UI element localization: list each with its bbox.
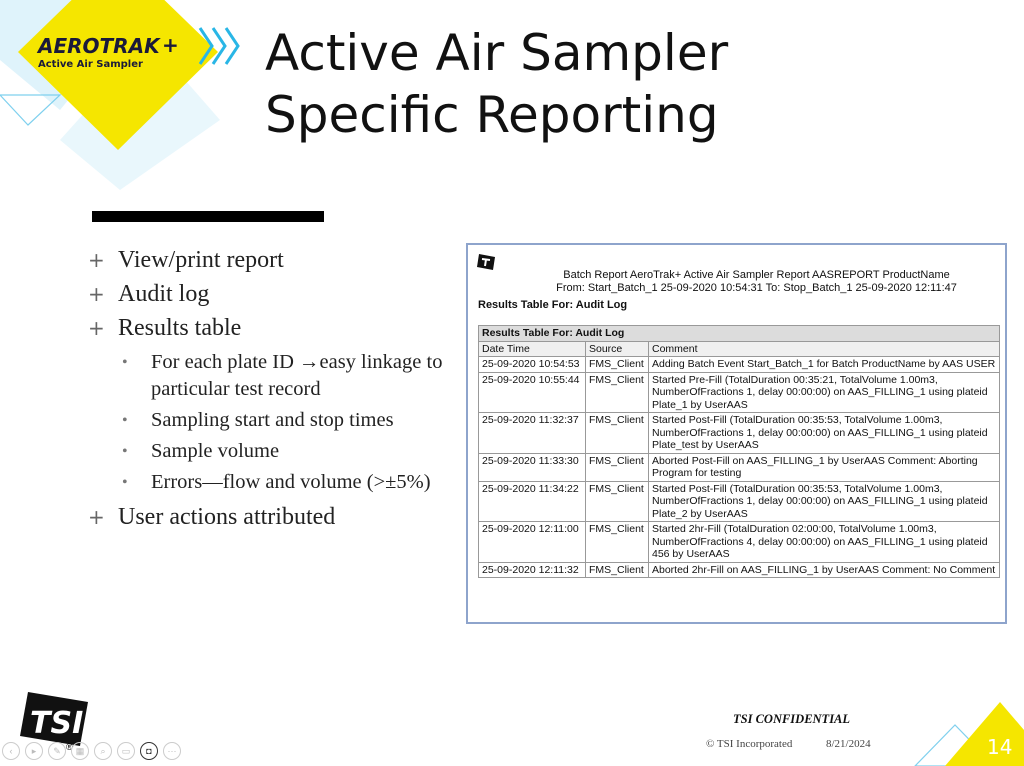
back-icon[interactable]: ‹	[2, 742, 20, 760]
cell-datetime: 25-09-2020 11:33:30	[479, 453, 586, 481]
sub-bullet-item	[88, 349, 458, 403]
cell-source: FMS_Client	[586, 372, 649, 413]
cell-datetime: 25-09-2020 11:32:37	[479, 413, 586, 454]
subtitles-icon[interactable]: ▭	[117, 742, 135, 760]
brand-logo-plus: +	[162, 33, 179, 57]
presentation-controls	[2, 742, 186, 764]
sub-bullet-text: Errors—flow and volume (>±5%)	[151, 471, 431, 493]
cell-source: FMS_Client	[586, 357, 649, 373]
cell-datetime: 25-09-2020 10:55:44	[479, 372, 586, 413]
column-header: Comment	[649, 341, 1000, 357]
copyright-text: © TSI Incorporated	[706, 738, 793, 750]
report-header-line-2: From: Start_Batch_1 25-09-2020 10:54:31 To: Stop_Batch_1 25-09-2020 12:11:47	[556, 282, 957, 294]
tsi-logo-text: TSI	[30, 706, 84, 741]
cell-datetime: 25-09-2020 10:54:53	[479, 357, 586, 373]
bullet-text: Results table	[118, 315, 242, 341]
plus-bullet-icon: +	[88, 282, 105, 306]
slide-title	[265, 22, 728, 146]
cell-comment: Started 2hr-Fill (TotalDuration 02:00:00, TotalVolume 1.00m3, NumberOfFractions 4, delay 00:00:00) on AAS_FILLING_1 using plateid 456 by UserAAS	[649, 522, 1000, 563]
more-icon[interactable]: ···	[163, 742, 181, 760]
title-underline-bar	[92, 211, 324, 222]
cell-comment: Aborted Post-Fill on AAS_FILLING_1 by UserAAS Comment: Aborting Program for testing	[649, 453, 1000, 481]
table-row	[479, 453, 1000, 481]
brand-logo-subtitle: Active Air Sampler	[38, 59, 143, 70]
play-icon[interactable]: ▸	[25, 742, 43, 760]
slide-title-line-2: Specific Reporting	[265, 86, 719, 144]
cell-comment: Started Pre-Fill (TotalDuration 00:35:21, TotalVolume 1.00m3, NumberOfFractions 1, delay 00:00:00) on AAS_FILLING_1 using plateid Plate_1 by UserAAS	[649, 372, 1000, 413]
pen-icon[interactable]: ✎	[48, 742, 66, 760]
bullet-text: Audit log	[118, 281, 210, 307]
footer-date: 8/21/2024	[826, 738, 871, 750]
bullet-list	[88, 243, 458, 534]
table-row	[479, 481, 1000, 522]
brand-logo-word: AEROTRAK	[38, 34, 160, 58]
sub-bullet-text: Sample volume	[151, 440, 280, 462]
cell-comment: Adding Batch Event Start_Batch_1 for Batch ProductName by AAS USER	[649, 357, 1000, 373]
cell-source: FMS_Client	[586, 453, 649, 481]
brand-decoration	[0, 0, 270, 200]
slide-title-line-1: Active Air Sampler	[265, 24, 729, 82]
sub-bullet-text: For each plate ID →easy linkage to particular test record	[151, 351, 443, 400]
cell-comment: Aborted 2hr-Fill on AAS_FILLING_1 by UserAAS Comment: No Comment	[649, 562, 1000, 578]
table-row	[479, 522, 1000, 563]
confidential-label: TSI CONFIDENTIAL	[733, 712, 851, 726]
dot-bullet-icon: •	[122, 354, 128, 371]
cell-comment: Started Post-Fill (TotalDuration 00:35:53, TotalVolume 1.00m3, NumberOfFractions 1, delay 00:00:00) on AAS_FILLING_1 using plateid Plate_2 by UserAAS	[649, 481, 1000, 522]
audit-log-table	[478, 325, 1000, 578]
registered-mark: ®	[66, 742, 73, 752]
zoom-icon[interactable]: ⌕	[94, 742, 112, 760]
cell-source: FMS_Client	[586, 562, 649, 578]
cell-source: FMS_Client	[586, 413, 649, 454]
cell-source: FMS_Client	[586, 481, 649, 522]
column-header: Source	[586, 341, 649, 357]
bullet-text: View/print report	[118, 247, 284, 273]
dot-bullet-icon: •	[122, 474, 128, 491]
table-caption: Results Table For: Audit Log	[479, 326, 1000, 342]
report-section-title: Results Table For: Audit Log	[478, 299, 628, 311]
cell-source: FMS_Client	[586, 522, 649, 563]
cell-datetime: 25-09-2020 12:11:32	[479, 562, 586, 578]
cell-datetime: 25-09-2020 12:11:00	[479, 522, 586, 563]
bullet-item	[88, 243, 458, 277]
bullet-text: User actions attributed	[118, 504, 336, 530]
camera-icon[interactable]: ◘	[140, 742, 158, 760]
sub-bullet-item	[88, 438, 458, 465]
table-row	[479, 357, 1000, 373]
dot-bullet-icon: •	[122, 443, 128, 460]
table-row	[479, 372, 1000, 413]
column-header: Date Time	[479, 341, 586, 357]
table-row	[479, 413, 1000, 454]
page-number: 14	[987, 735, 1013, 759]
cell-datetime: 25-09-2020 11:34:22	[479, 481, 586, 522]
tsi-logo	[18, 688, 90, 750]
sub-bullet-item	[88, 469, 458, 496]
report-header-line-1: Batch Report AeroTrak+ Active Air Sampler Report AASREPORT ProductName	[563, 269, 950, 281]
sub-bullet-text: Sampling start and stop times	[151, 409, 394, 431]
plus-bullet-icon: +	[88, 316, 105, 340]
dot-bullet-icon: •	[122, 412, 128, 429]
table-header-row	[479, 341, 1000, 357]
bullet-item	[88, 311, 458, 345]
table-row	[479, 562, 1000, 578]
slides-icon[interactable]: ▦	[71, 742, 89, 760]
bullet-item	[88, 277, 458, 311]
cell-comment: Started Post-Fill (TotalDuration 00:35:53, TotalVolume 1.00m3, NumberOfFractions 1, delay 00:00:00) on AAS_FILLING_1 using plateid Plate_test by UserAAS	[649, 413, 1000, 454]
batch-report-image	[466, 243, 1007, 624]
plus-bullet-icon: +	[88, 248, 105, 272]
bullet-item	[88, 500, 458, 534]
plus-bullet-icon: +	[88, 505, 105, 529]
sub-bullet-item	[88, 407, 458, 434]
